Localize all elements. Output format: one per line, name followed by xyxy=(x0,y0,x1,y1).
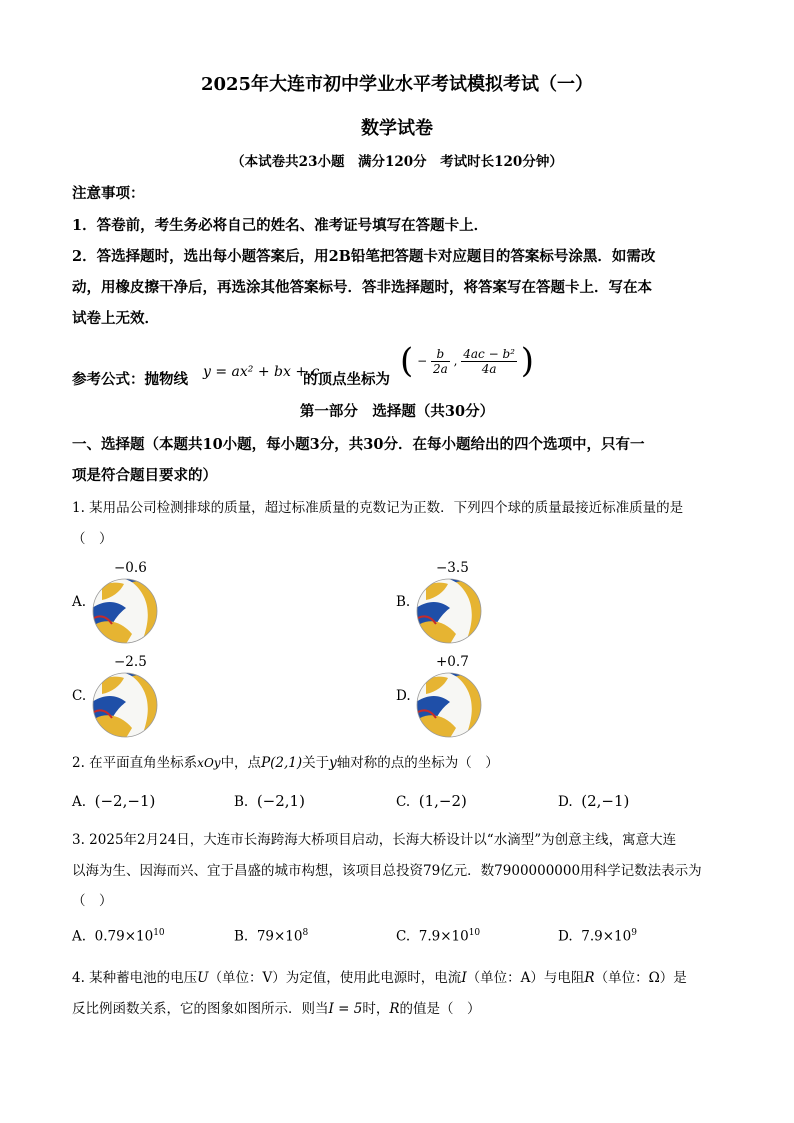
q3-option-b[interactable]: B. $79\times 10^8$ xyxy=(234,928,309,945)
vertex-x-denominator: 2a xyxy=(432,361,448,376)
q4-line-1: 4. 某种蓄电池的电压U（单位：V）为定值，使用此电源时，电流I（单位：A）与电阻R（单位：Ω）是 xyxy=(72,970,687,986)
q2-option-b[interactable]: B. (−2,1) xyxy=(234,792,305,810)
q2-stem: 2. 在平面直角坐标系xOy中，点P(2,1)关于y轴对称的点的坐标为（ ） xyxy=(72,755,499,771)
q1-option-d-value: +0.7 xyxy=(436,654,469,670)
notice-item-2-line-1: 2．答选择题时，选出每小题答案后，用2B铅笔把答题卡对应题目的答案标号涂黑．如需改 xyxy=(72,248,656,265)
q2-option-d[interactable]: D. (2,−1) xyxy=(558,792,630,810)
volleyball-icon xyxy=(416,578,482,644)
notice-item-1: 1．答卷前，考生务必将自己的姓名、准考证号填写在答题卡上． xyxy=(72,217,489,234)
q3-option-c[interactable]: C. $7.9\times 10^{10}$ xyxy=(396,928,481,945)
q1-option-b-value: −3.5 xyxy=(436,560,469,576)
volleyball-icon xyxy=(416,672,482,738)
exam-info: （本试卷共23小题 满分120分 考试时长120分钟） xyxy=(231,154,563,170)
q1-paren: （ ） xyxy=(72,531,113,547)
q1-option-c-value: −2.5 xyxy=(114,654,147,670)
q4-line-2: 反比例函数关系，它的图象如图所示．则当I = 5时，R的值是（ ） xyxy=(72,1001,481,1017)
q2-option-a[interactable]: A. (−2,−1) xyxy=(72,792,156,810)
q1-stem: 1. 某用品公司检测排球的质量，超过标准质量的克数记为正数．下列四个球的质量最接近标准质量的是 xyxy=(72,500,684,516)
vertex-formula: ( − $\frac{b}{2a}$ , $\frac{\text{4ac − b²}}{4a}$ ) xyxy=(400,341,535,381)
q3-paren: （ ） xyxy=(72,893,113,909)
q3-option-a[interactable]: A. $0.79\times 10^{10}$ xyxy=(72,928,165,945)
exam-title: 2025年大连市初中学业水平考试模拟考试（一） xyxy=(200,74,594,95)
q1-option-a-value: −0.6 xyxy=(114,560,147,576)
q1-option-a-letter[interactable]: A. xyxy=(72,594,87,610)
q2-option-c[interactable]: C. (1,−2) xyxy=(396,792,467,810)
formula-middle: 的顶点坐标为 xyxy=(303,371,390,388)
q1-option-c-letter[interactable]: C. xyxy=(72,688,87,704)
volleyball-icon xyxy=(92,578,158,644)
volleyball-icon xyxy=(92,672,158,738)
vertex-y-numerator: 4ac − b² xyxy=(463,346,515,361)
q3-option-d[interactable]: D. $7.9\times 10^9$ xyxy=(558,928,637,945)
formula-equation: y = ax² + bx + c xyxy=(203,364,320,380)
part1-heading: 第一部分 选择题（共30分） xyxy=(299,403,495,420)
q1-option-b-letter[interactable]: B. xyxy=(396,594,411,610)
q3-line-2: 以海为生、因海而兴、宜于昌盛的城市构想，该项目总投资79亿元．数7900000000用科学记数法表示为 xyxy=(72,863,702,879)
section-instruction-line-2: 项是符合题目要求的） xyxy=(72,467,217,484)
vertex-y-denominator: 4a xyxy=(481,361,497,376)
notice-item-2-line-3: 试卷上无效． xyxy=(72,310,159,327)
vertex-x-numerator: b xyxy=(431,347,450,362)
q1-option-d-letter[interactable]: D. xyxy=(396,688,411,704)
exam-subtitle: 数学试卷 xyxy=(361,118,433,139)
q3-line-1: 3. 2025年2月24日，大连市长海跨海大桥项目启动，长海大桥设计以“水滴型”为创意主线，寓意大连 xyxy=(72,832,677,848)
notice-heading: 注意事项： xyxy=(72,185,145,202)
section-instruction-line-1: 一、选择题（本题共10小题，每小题3分，共30分．在每小题给出的四个选项中，只有一 xyxy=(72,436,645,453)
formula-prefix: 参考公式：抛物线 xyxy=(72,371,188,388)
notice-item-2-line-2: 动，用橡皮擦干净后，再选涂其他答案标号．答非选择题时，将答案写在答题卡上．写在本 xyxy=(72,279,652,296)
